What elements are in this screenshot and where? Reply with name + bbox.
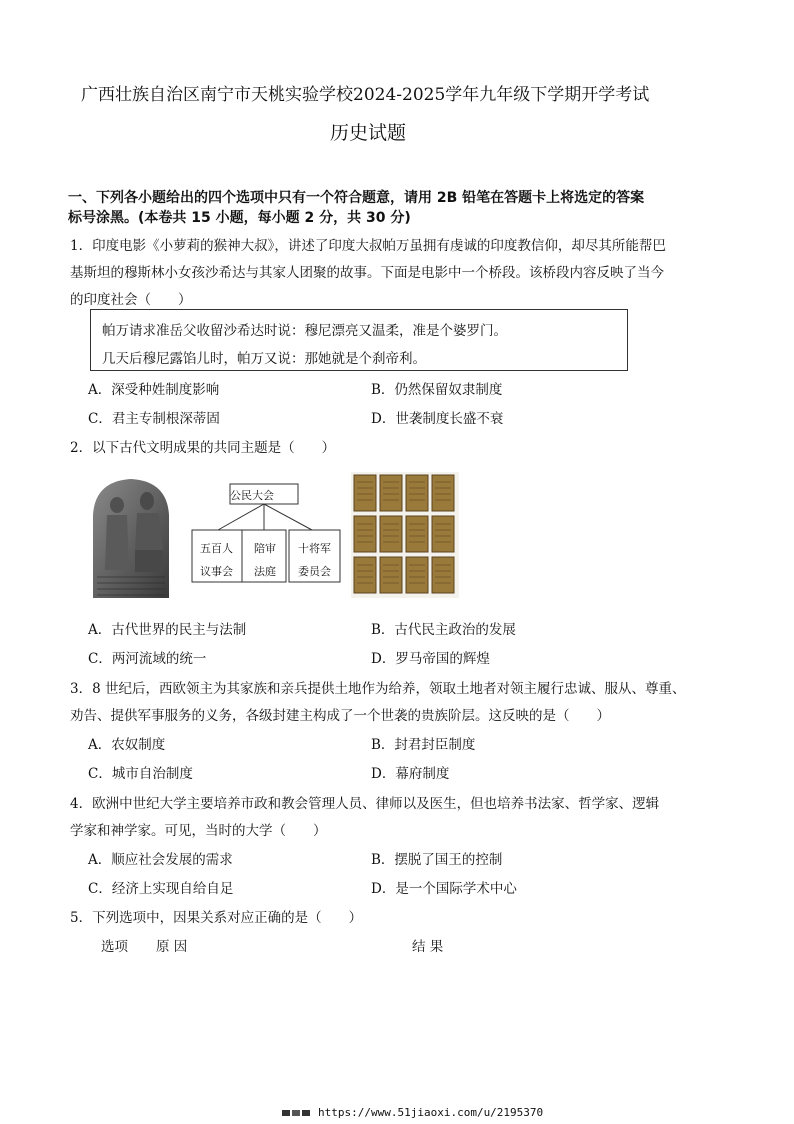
section-heading-line1: 一、下列各小题给出的四个选项中只有一个符合题意，请用 2B 铅笔在答题卡上将选定的答案 bbox=[68, 190, 645, 206]
q4-stem-line1: 4．欧洲中世纪大学主要培养市政和教会管理人员、律师以及医生，但也培养书法家、哲学家、逻辑 bbox=[70, 796, 660, 812]
q2-option-d: D．罗马帝国的辉煌 bbox=[371, 651, 490, 667]
diagram-node-council-2: 议事会 bbox=[200, 565, 233, 578]
q1-stem-line1: 1．印度电影《小萝莉的猴神大叔》，讲述了印度大叔帕万虽拥有虔诚的印度教信仰，却尽其所能帮巴 bbox=[70, 238, 666, 254]
q2-option-c: C．两河流域的统一 bbox=[88, 651, 207, 667]
q1-option-b: B．仍然保留奴隶制度 bbox=[371, 382, 503, 398]
q4-stem-line2: 学家和神学家。可见，当时的大学（ ） bbox=[70, 823, 327, 839]
diagram-node-generals-2: 委员会 bbox=[298, 565, 331, 578]
q1-option-d: D．世袭制度长盛不衰 bbox=[371, 411, 504, 427]
q1-option-a: A．深受种姓制度影响 bbox=[88, 382, 220, 398]
q5-stem: 5．下列选项中，因果关系对应正确的是（ ） bbox=[70, 910, 363, 926]
twelve-tables-image bbox=[351, 472, 459, 598]
q5-col-option: 选项 bbox=[101, 939, 128, 955]
diagram-node-assembly: 公民大会 bbox=[230, 489, 274, 502]
q3-option-a: A．农奴制度 bbox=[88, 737, 166, 753]
q5-col-cause: 原 因 bbox=[156, 939, 188, 955]
q1-stem-line3: 的印度社会（ ） bbox=[70, 292, 192, 308]
diagram-node-jury-2: 法庭 bbox=[254, 565, 276, 578]
diagram-node-generals-1: 十将军 bbox=[298, 542, 331, 555]
q3-stem-line2: 劝告、提供军事服务的义务，各级封建主构成了一个世袭的贵族阶层。这反映的是（ ） bbox=[70, 708, 610, 724]
q4-option-b: B．摆脱了国王的控制 bbox=[371, 852, 503, 868]
q4-option-a: A．顺应社会发展的需求 bbox=[88, 852, 233, 868]
q2-option-b: B．古代民主政治的发展 bbox=[371, 622, 516, 638]
q1-quote-line2: 几天后穆尼露馅儿时，帕万又说：那她就是个刹帝利。 bbox=[102, 351, 426, 367]
q2-option-a: A．古代世界的民主与法制 bbox=[88, 622, 247, 638]
q4-option-c: C．经济上实现自给自足 bbox=[88, 881, 234, 897]
q4-option-d: D．是一个国际学术中心 bbox=[371, 881, 517, 897]
q3-stem-line1: 3．8 世纪后，西欧领主为其家族和亲兵提供土地作为给养，领取土地者对领主履行忠诚、服从、尊重、 bbox=[70, 681, 686, 697]
q3-option-d: D．幕府制度 bbox=[371, 766, 450, 782]
q2-stem: 2．以下古代文明成果的共同主题是（ ） bbox=[70, 440, 336, 456]
diagram-node-jury-1: 陪审 bbox=[254, 542, 276, 555]
section-heading-line2: 标号涂黑。(本卷共 15 小题，每小题 2 分，共 30 分) bbox=[68, 210, 411, 226]
q1-quote-line1: 帕万请求准岳父收留沙希达时说：穆尼漂亮又温柔，准是个婆罗门。 bbox=[102, 323, 507, 339]
q1-stem-line2: 基斯坦的穆斯林小女孩沙希达与其家人团聚的故事。下面是电影中一个桥段。该桥段内容反映了当今 bbox=[70, 265, 664, 281]
diagram-node-council-1: 五百人 bbox=[200, 542, 233, 555]
q3-option-b: B．封君封臣制度 bbox=[371, 737, 476, 753]
page-subtitle: 历史试题 bbox=[330, 122, 407, 144]
q5-col-result: 结 果 bbox=[412, 939, 444, 955]
q1-option-c: C．君主专制根深蒂固 bbox=[88, 411, 220, 427]
page-title: 广西壮族自治区南宁市天桃实验学校2024-2025学年九年级下学期开学考试 bbox=[81, 85, 650, 105]
hammurabi-stele-image bbox=[87, 475, 175, 598]
q3-option-c: C．城市自治制度 bbox=[88, 766, 193, 782]
watermark-logo-icon bbox=[282, 1108, 310, 1118]
footer-url-link[interactable]: https://www.51jiaoxi.com/u/2195370 bbox=[318, 1106, 544, 1119]
